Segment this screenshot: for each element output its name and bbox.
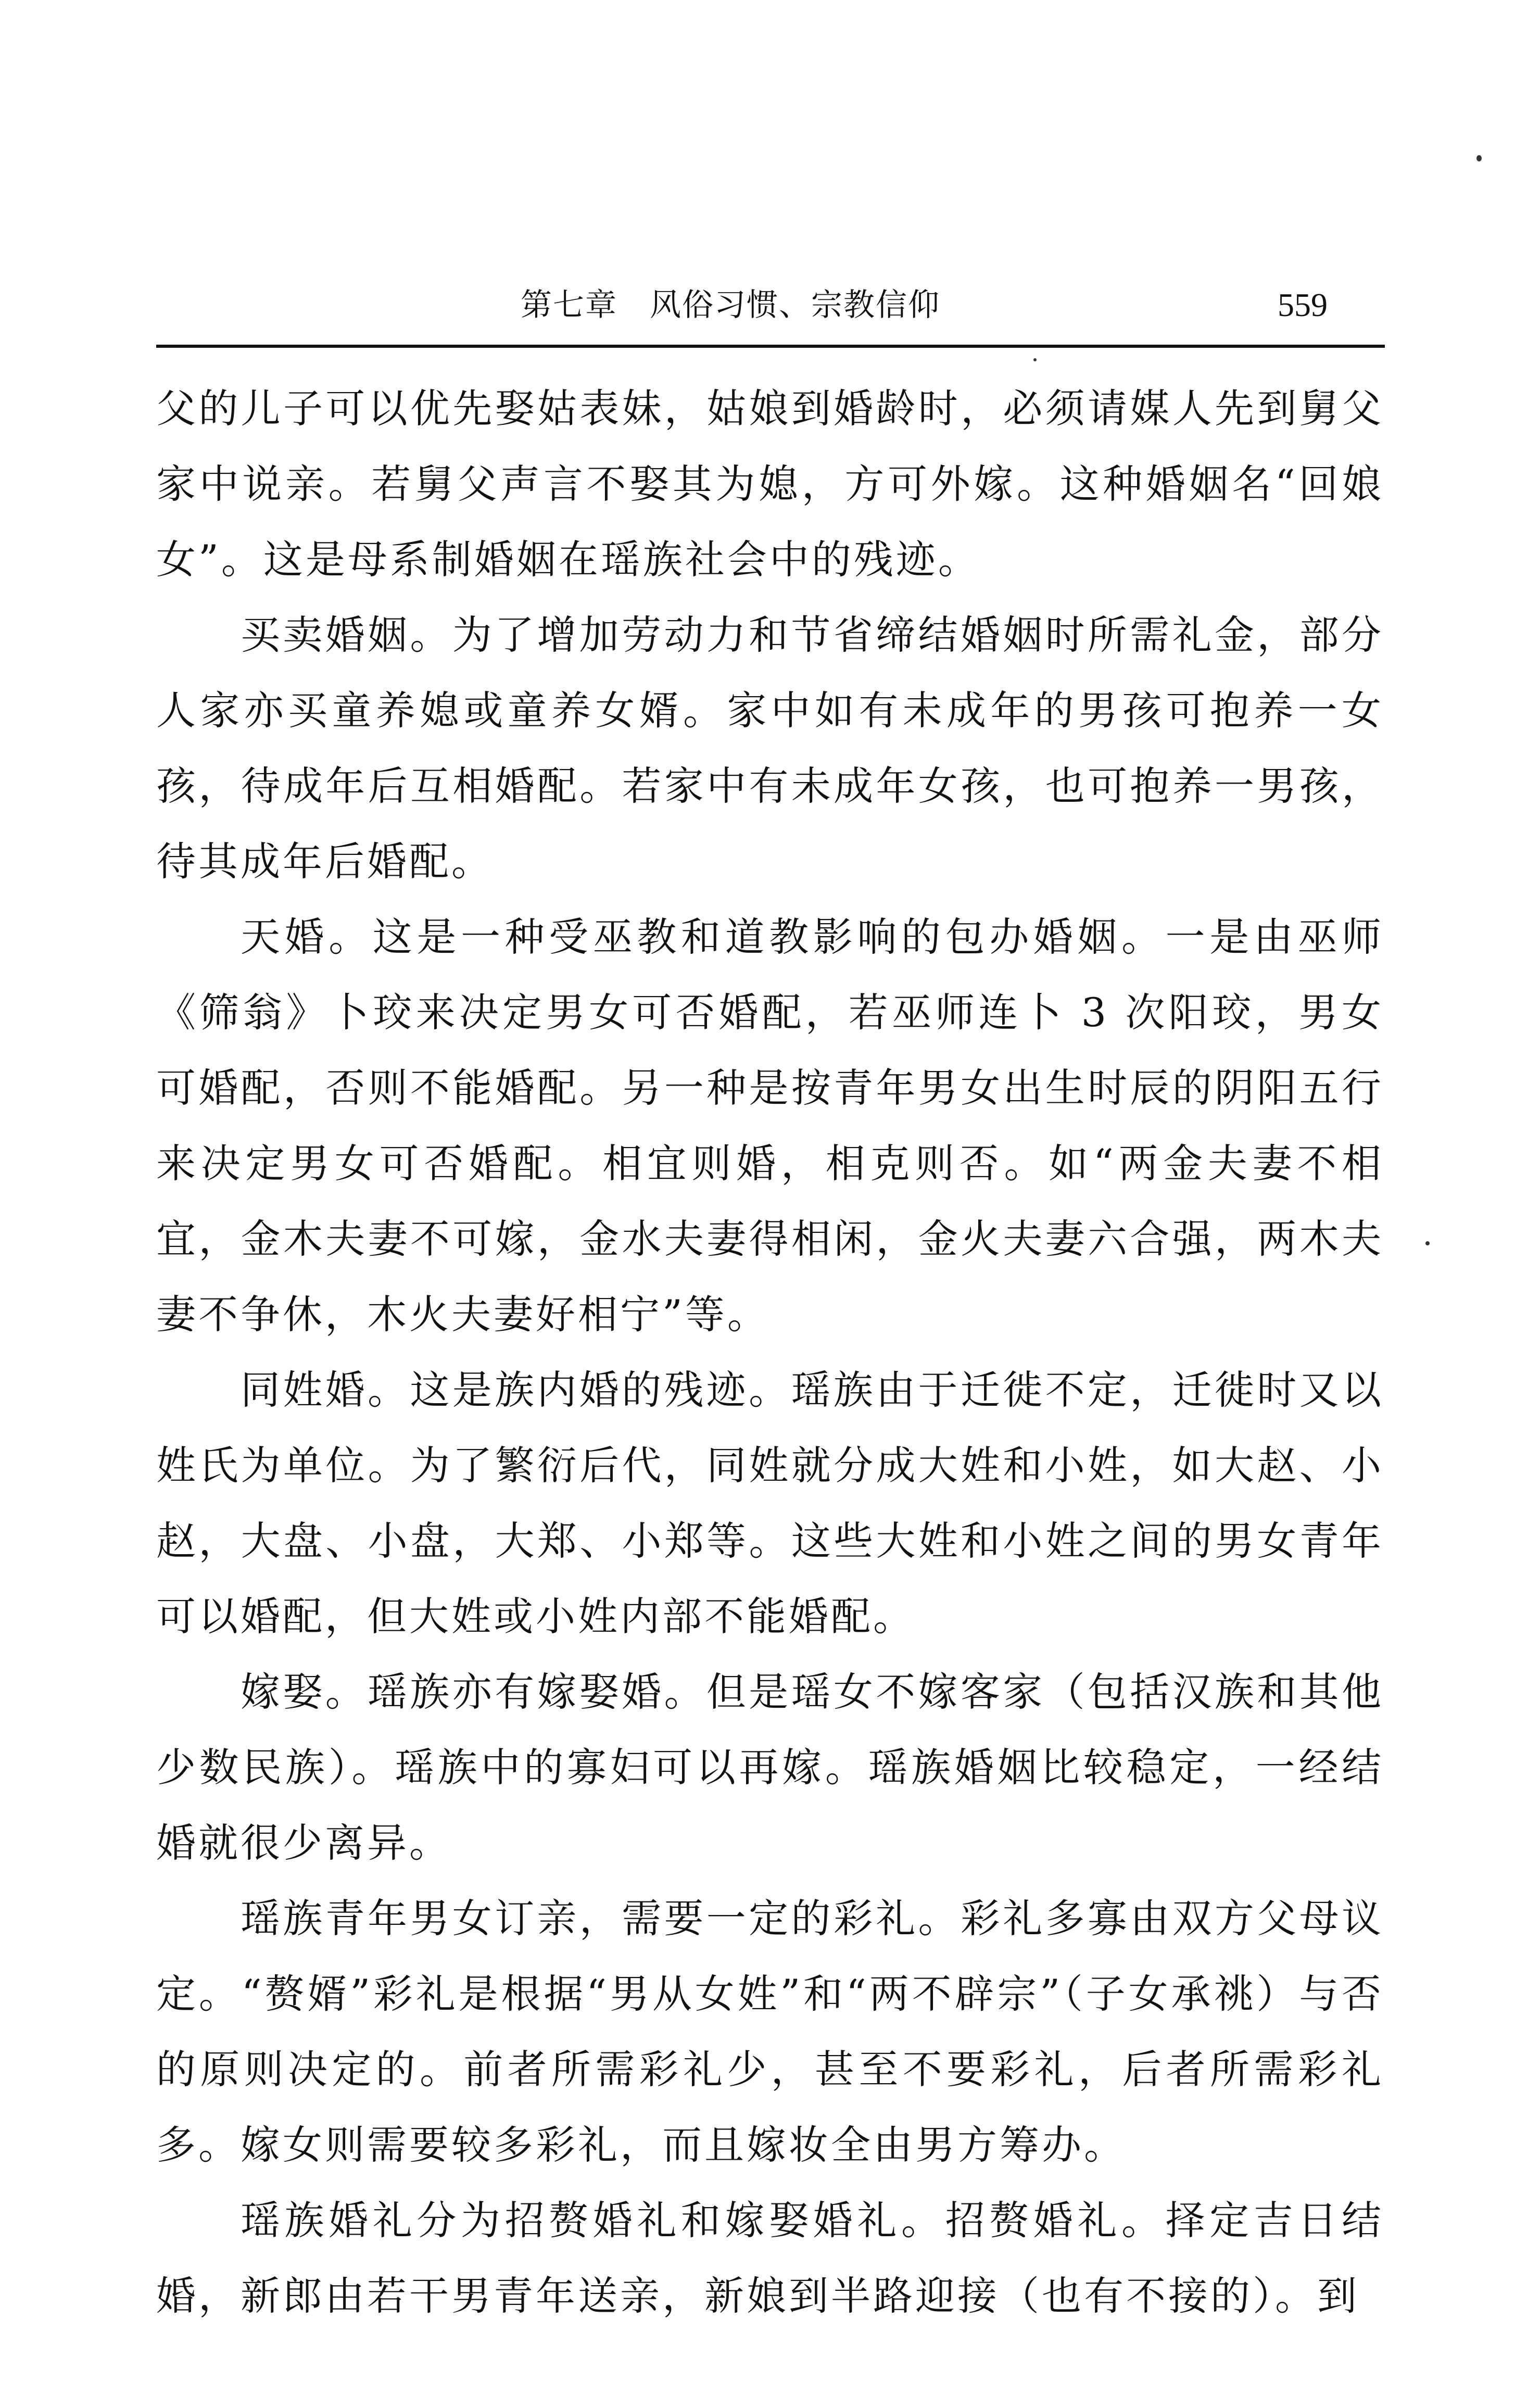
scan-speck bbox=[1476, 155, 1482, 161]
paragraph-marriage-by-wedding: 嫁娶。瑶族亦有嫁娶婚。但是瑶女不嫁客家（包括汉族和其他少数民族）。瑶族中的寡妇可以再嫁。瑶族婚姻比较稳定，一经结婚就很少离异。 bbox=[156, 1669, 1384, 1866]
paragraph-purchase-marriage: 买卖婚姻。为了增加劳动力和节省缔结婚姻时所需礼金，部分人家亦买童养媳或童养女婿。家中如有未成年的男孩可抱养一女孩，待成年后互相婚配。若家中有未成年女孩，也可抱养一男孩，待其成年后婚配。 bbox=[156, 612, 1384, 885]
page-header bbox=[521, 276, 1328, 333]
paragraph-continuation: 父的儿子可以优先娶姑表妹，姑娘到婚龄时，必须请媒人先到舅父家中说亲。若舅父声言不娶其为媳，方可外嫁。这种婚姻名“回娘女”。这是母系制婚姻在瑶族社会中的残迹。 bbox=[156, 385, 1384, 583]
header-divider bbox=[156, 345, 1385, 348]
body-text bbox=[156, 371, 1384, 2334]
paragraph-same-surname-marriage: 同姓婚。这是族内婚的残迹。瑶族由于迁徙不定，迁徙时又以姓氏为单位。为了繁衍后代，同姓就分成大姓和小姓，如大赵、小赵，大盘、小盘，大郑、小郑等。这些大姓和小姓之间的男女青年可以婚配，但大姓或小姓内部不能婚配。 bbox=[156, 1367, 1384, 1640]
scan-speck bbox=[1425, 1241, 1430, 1245]
paragraph-heavenly-marriage: 天婚。这是一种受巫教和道教影响的包办婚姻。一是由巫师《筛翁》卜珓来决定男女可否婚配，若巫师连卜 3 次阳珓，男女可婚配，否则不能婚配。另一种是按青年男女出生时辰的阴阳五行来决定男女可否婚配。相宜则婚，相克则否。如“两金夫妻不相宜，金木夫妻不可嫁，金水夫妻得相闲，金火夫妻六合强，两木夫妻不争休，木火夫妻好相宁”等。 bbox=[156, 914, 1384, 1338]
paragraph-wedding-ceremony: 瑶族婚礼分为招赘婚礼和嫁娶婚礼。招赘婚礼。择定吉日结婚，新郎由若干男青年送亲，新娘到半路迎接（也有不接的）。到 bbox=[156, 2197, 1384, 2319]
running-header-title: 第七章 风俗习惯、宗教信仰 bbox=[521, 287, 940, 323]
scan-speck bbox=[1033, 358, 1037, 361]
page-number: 559 bbox=[1278, 286, 1328, 323]
paragraph-betrothal-gifts: 瑶族青年男女订亲，需要一定的彩礼。彩礼多寡由双方父母议定。“赘婿”彩礼是根据“男从女姓”和“两不辟宗”（子女承祧）与否的原则决定的。前者所需彩礼少，甚至不要彩礼，后者所需彩礼多。嫁女则需要较多彩礼，而且嫁妆全由男方筹办。 bbox=[156, 1895, 1384, 2168]
